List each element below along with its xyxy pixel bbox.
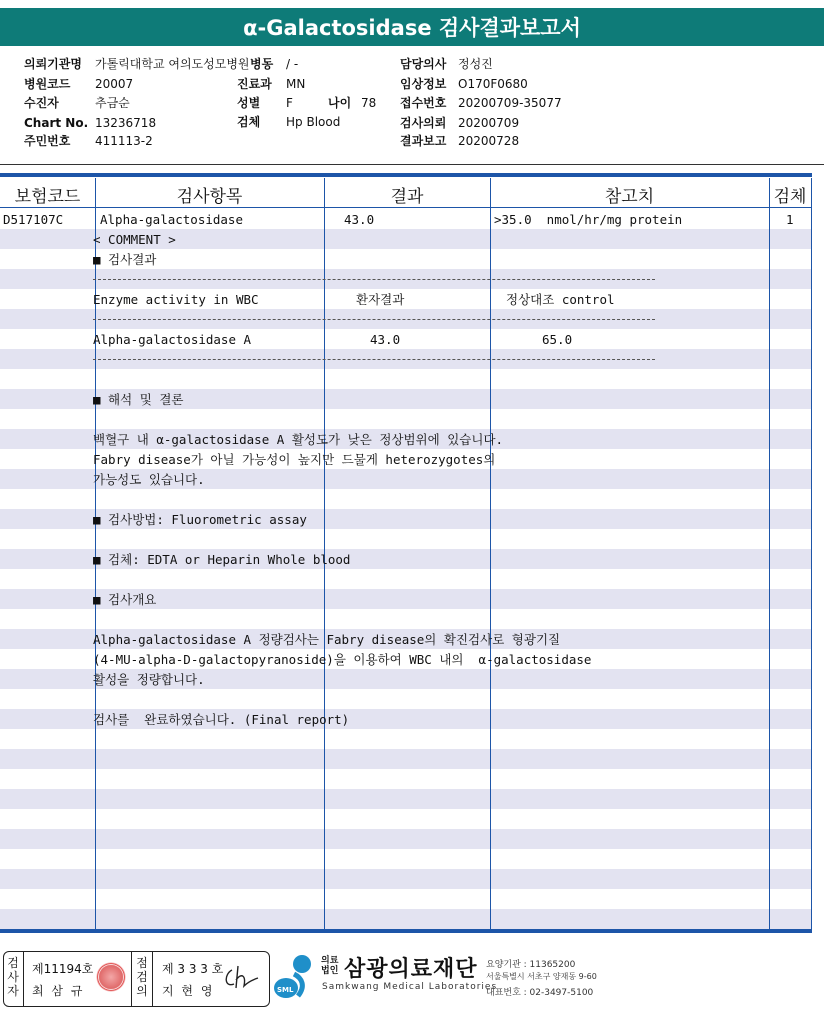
org-type: 의료법인: [321, 956, 339, 976]
box-divider: [152, 952, 153, 1006]
row-specimen: 1: [786, 212, 794, 227]
id-label: 주민번호: [24, 134, 71, 148]
dept-value: MN: [286, 77, 306, 91]
doctor-label: 담당의사: [400, 57, 447, 71]
box-divider: [131, 952, 132, 1006]
age-label: 나이: [328, 96, 352, 110]
interp-line-1: 백혈구 내 α-galactosidase A 활성도가 낮은 정상범위에 있습니다.: [93, 432, 504, 447]
org-english-name: Samkwang Medical Laboratories: [322, 982, 498, 992]
box-divider: [23, 952, 24, 1006]
dashed-rule: [93, 279, 655, 280]
enzyme-name: Alpha-galactosidase A: [93, 332, 252, 347]
dashed-rule: [93, 319, 655, 320]
row-band: [0, 869, 812, 889]
logo-text: SML: [277, 986, 294, 994]
patient-label: 수진자: [24, 96, 59, 110]
col-divider: [811, 178, 812, 930]
row-reference: >35.0 nmol/hr/mg protein: [494, 212, 683, 227]
org-name: 삼광의료재단: [344, 957, 478, 982]
report-value: 20200728: [458, 134, 520, 148]
request-value: 20200709: [458, 116, 520, 130]
table-bottom-rule: [0, 929, 812, 933]
section-results: ■ 검사결과: [93, 252, 157, 267]
examiner-no: 제11194호: [32, 962, 94, 976]
row-band: [0, 789, 812, 809]
chart-value: 13236718: [95, 116, 157, 130]
reviewer-no: 제 3 3 3 호: [162, 962, 224, 976]
specimen-value: Hp Blood: [286, 115, 341, 129]
patient-value: 43.0: [370, 332, 401, 347]
sml-logo-icon: [272, 952, 318, 1002]
row-result: 43.0: [344, 212, 375, 227]
receipt-value: 20200709-35077: [458, 96, 562, 110]
col-patient: 환자결과: [356, 292, 405, 307]
hospital-code-value: 20007: [95, 77, 134, 91]
examiner-name: 최 삼 규: [32, 984, 85, 998]
examiner-label: [6, 956, 20, 998]
institution-code: 요양기관 : 11365200: [486, 960, 576, 970]
method-line: ■ 검사방법: Fluorometric assay: [93, 512, 307, 527]
col-header-specimen: 검체: [773, 186, 807, 207]
col-enzyme: Enzyme activity in WBC: [93, 292, 259, 307]
col-control: 정상대조 control: [506, 292, 615, 307]
receipt-label: 접수번호: [400, 96, 447, 110]
doctor-value: 정성진: [458, 57, 493, 71]
row-code: D517107C: [3, 212, 64, 227]
row-band: [0, 829, 812, 849]
overview-line-2: (4-MU-alpha-D-galactopyranoside)을 이용하여 WBC 내의 α-galactosidase: [93, 652, 592, 667]
clinical-label: 임상정보: [400, 77, 447, 91]
examiner-label-text: 검 사 자: [7, 956, 19, 998]
reviewer-name: 지 현 영: [162, 984, 215, 998]
sex-value: F: [286, 96, 293, 110]
request-label: 검사의뢰: [400, 116, 447, 130]
col-header-item: 검사항목: [176, 186, 243, 207]
ward-label: 병동: [250, 57, 274, 71]
sex-label: 성별: [237, 96, 261, 110]
interp-line-2: Fabry disease가 아닐 가능성이 높지만 드물게 heterozygotes의: [93, 452, 496, 467]
specimen-label: 검체: [237, 115, 261, 129]
overview-line-1: Alpha-galactosidase A 정량검사는 Fabry disease의 확진검사로 형광기질: [93, 632, 561, 647]
institution-label: 의뢰기관명: [24, 57, 82, 71]
institution-value: 가톨릭대학교 여의도성모병원: [95, 57, 250, 71]
report-title: α-Galactosidase 검사결과보고서: [0, 8, 824, 46]
col-header-result: 결과: [390, 186, 424, 207]
hospital-code-label: 병원코드: [24, 77, 71, 91]
col-divider: [769, 178, 770, 930]
clinical-value: O170F0680: [458, 77, 528, 91]
chart-label: Chart No.: [24, 116, 89, 130]
row-band: [0, 749, 812, 769]
dept-label: 진료과: [237, 77, 272, 91]
id-value: 411113-2: [95, 134, 153, 148]
col-header-reference: 참고치: [604, 186, 655, 207]
dashed-rule: [93, 359, 655, 360]
specimen-line: ■ 검체: EDTA or Heparin Whole blood: [93, 552, 351, 567]
row-band: [0, 909, 812, 929]
table-top-rule: [0, 173, 812, 177]
section-overview: ■ 검사개요: [93, 592, 157, 607]
final-line: 검사를 완료하였습니다. (Final report): [93, 712, 350, 727]
reviewer-label-text: 점 검 의: [136, 956, 148, 998]
col-header-code: 보험코드: [14, 186, 81, 207]
report-label: 결과보고: [400, 134, 447, 148]
org-address: 서울특별시 서초구 양재동 9-60: [486, 972, 597, 981]
examiner-seal-icon: [96, 962, 126, 992]
header-divider: [0, 164, 824, 165]
comment-title: < COMMENT >: [93, 232, 176, 247]
overview-line-3: 활성을 정량합니다.: [93, 672, 205, 687]
org-phone: 대표번호 : 02-3497-5100: [486, 988, 594, 998]
age-value: 78: [361, 96, 377, 110]
interp-line-3: 가능성도 있습니다.: [93, 472, 205, 487]
col-divider: [490, 178, 491, 930]
table-header-rule: [0, 207, 812, 208]
patient-value: 추금순: [95, 96, 130, 110]
row-item: Alpha-galactosidase: [100, 212, 243, 227]
section-interpretation: ■ 해석 및 결론: [93, 392, 184, 407]
reviewer-label: [135, 956, 149, 998]
control-value: 65.0: [542, 332, 573, 347]
ward-value: / -: [286, 57, 299, 71]
reviewer-signature-icon: [222, 962, 262, 992]
